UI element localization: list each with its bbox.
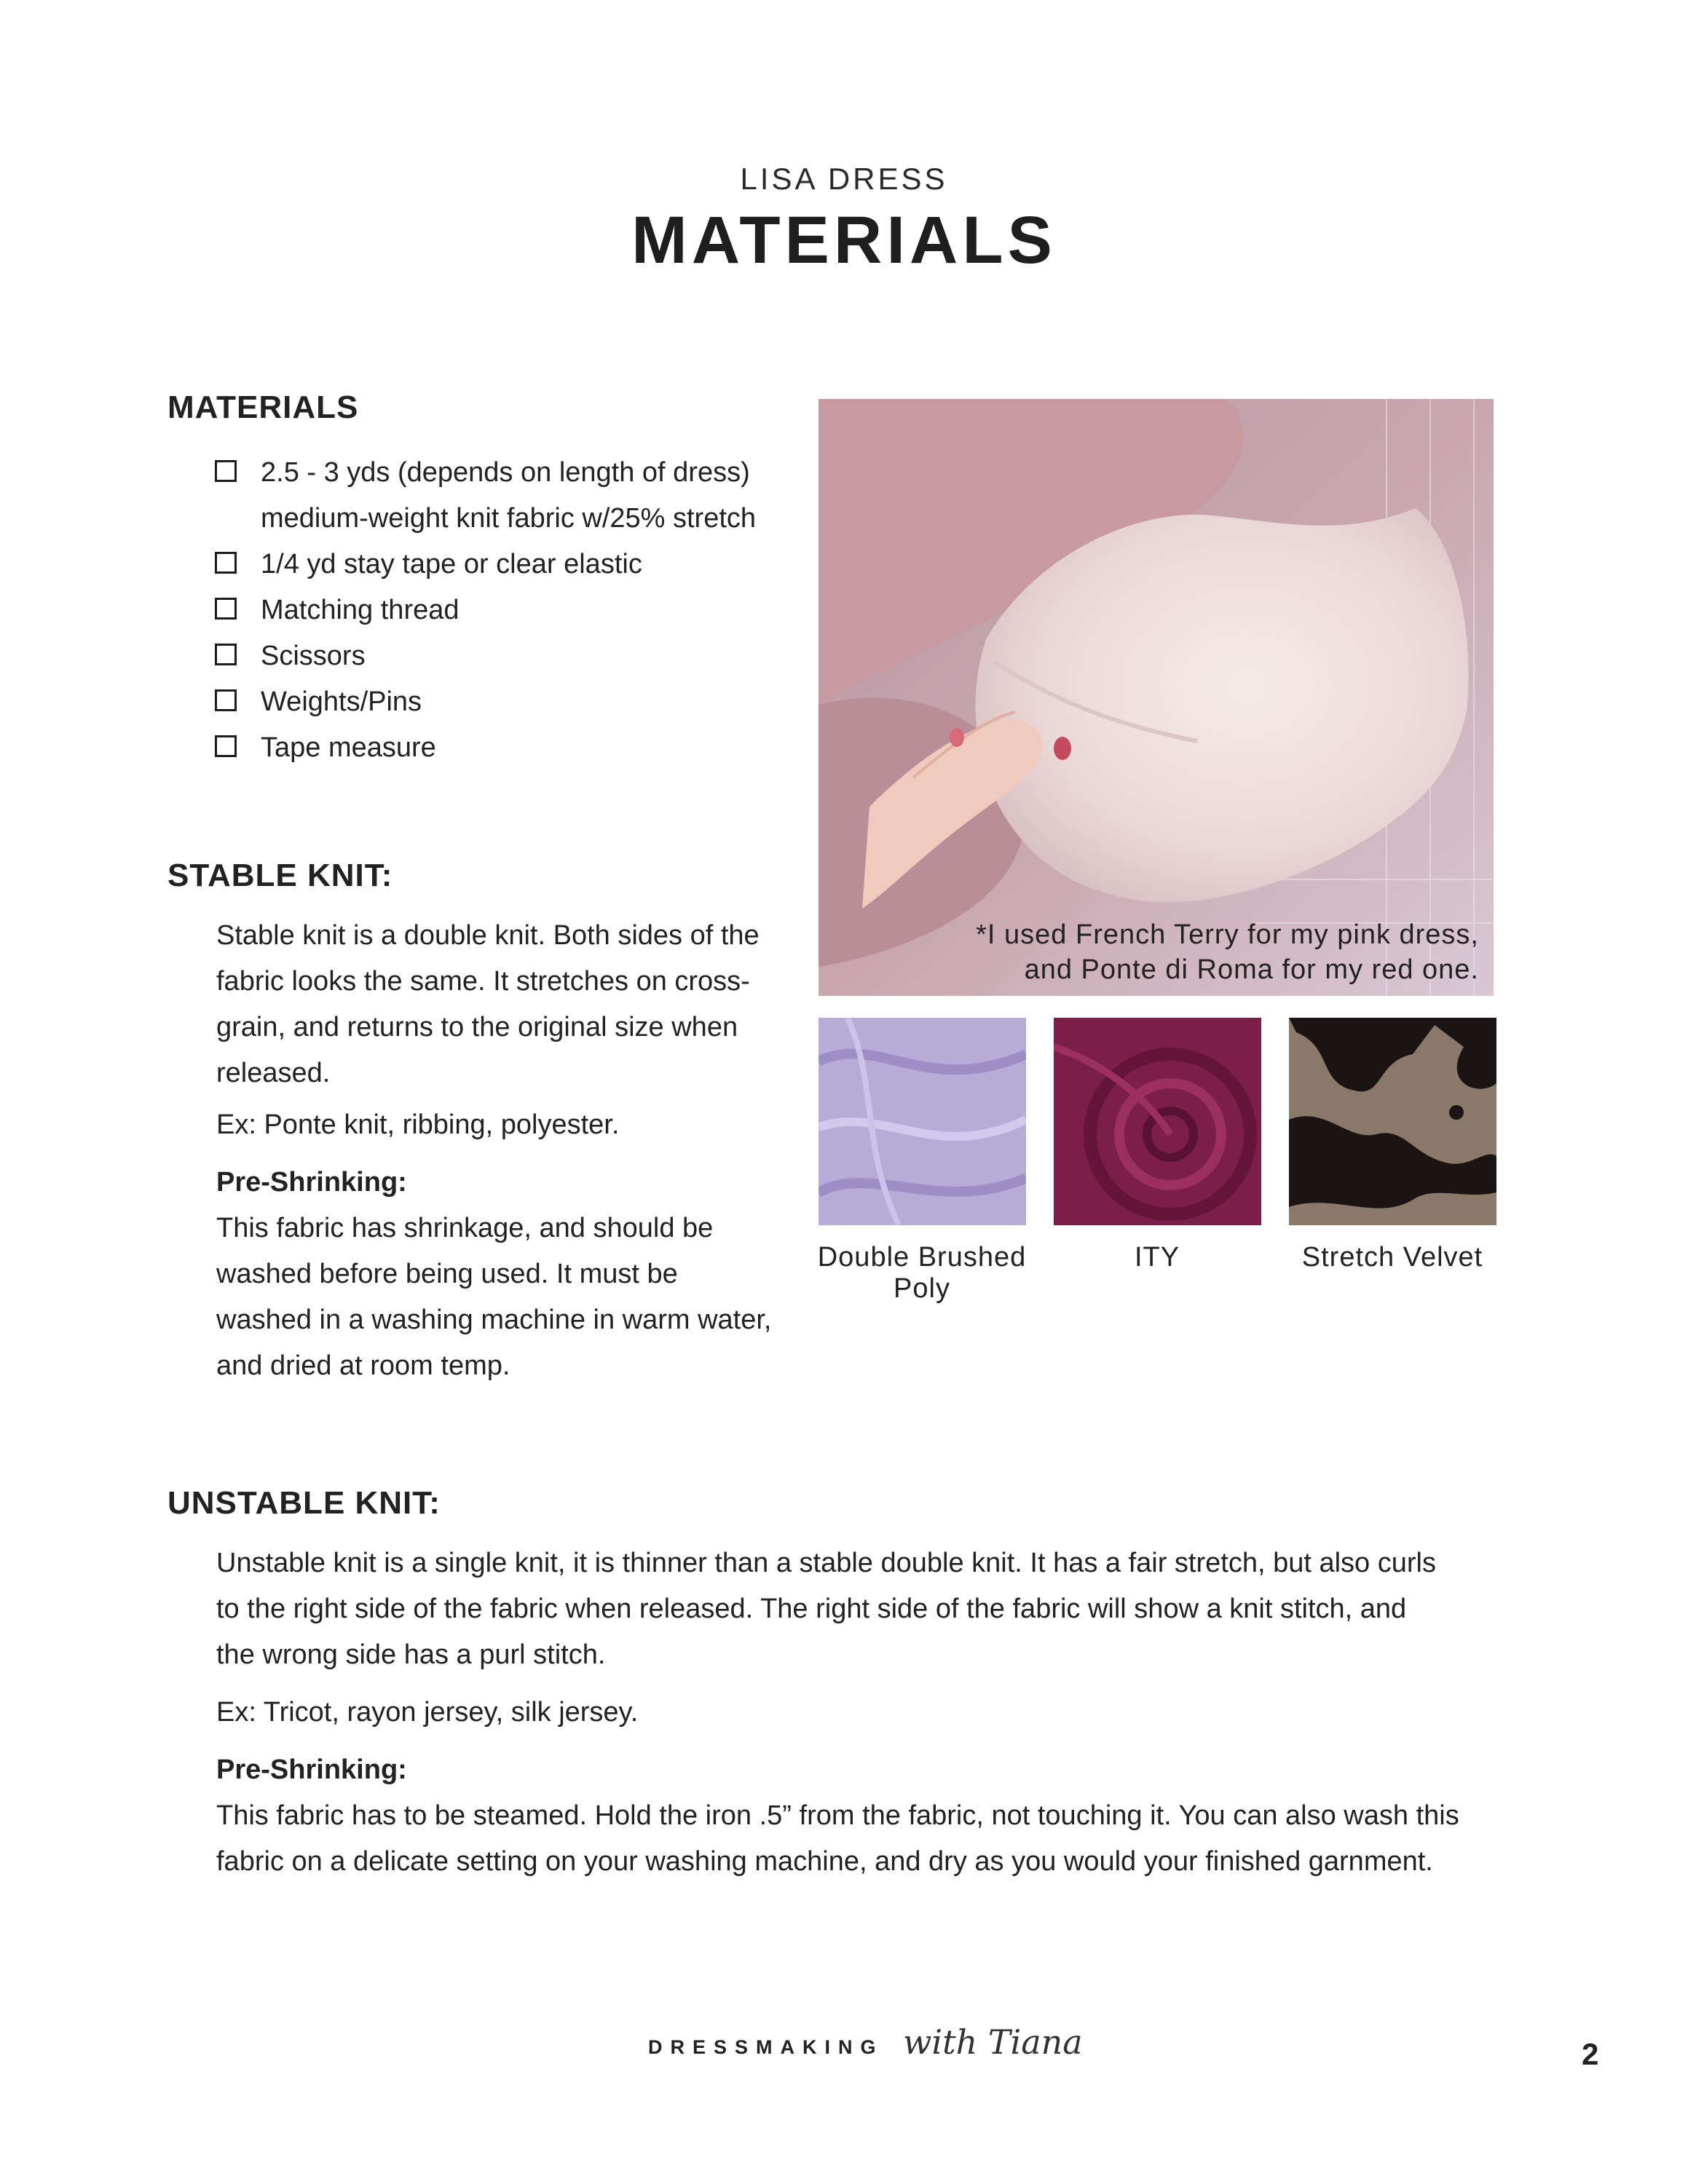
- materials-checklist: [215, 450, 756, 771]
- swatch-image: [1289, 1018, 1496, 1225]
- stable-knit-description: Stable knit is a double knit. Both sides of the fabric looks the same. It stretches on cross- grain, and returns to the original size when released. Ex: Ponte knit, ribbing, polyester. Pre-Shrinking: This fabric has shrinkage, and should be washed before being used. It must be washed in a washing machine in warm water, and dried at room temp.: [216, 913, 813, 1389]
- page-title: MATERIALS: [631, 203, 1057, 277]
- unstable-knit-description: Unstable knit is a single knit, it is thinner than a stable double knit. It has a fair stretch, but also curls to the right side of the fabric when released. The right side of the fabric will show a knit stitch, and the wrong side has a purl stitch. Ex: Tricot, rayon jersey, silk jersey. Pre-Shrinking: This fabric has to be steamed. Hold the iron .5” from the fabric, not touching it. You can also wash this fabric on a delicate setting on your washing machine, and dry as you would your finished garnment.: [216, 1540, 1571, 1885]
- materials-heading: MATERIALS: [167, 389, 359, 425]
- document-kicker: LISA DRESS: [740, 162, 948, 196]
- checkbox[interactable]: [215, 460, 237, 482]
- swatch-double-brushed-poly: [819, 1018, 1026, 1225]
- checklist-item: Weights/Pins: [215, 679, 756, 725]
- unstable-knit-heading: UNSTABLE KNIT:: [167, 1485, 441, 1521]
- page-number: 2: [1582, 2037, 1599, 2071]
- stable-knit-heading: STABLE KNIT:: [167, 858, 393, 893]
- swatch-stretch-velvet: [1289, 1018, 1496, 1225]
- swatch-label: ITY: [1134, 1242, 1180, 1273]
- photo-caption: *I used French Terry for my pink dress, and Ponte di Roma for my red one.: [976, 919, 1479, 985]
- stable-knit-example: Ex: Ponte knit, ribbing, polyester.: [216, 1109, 620, 1140]
- checkbox[interactable]: [215, 644, 237, 665]
- unstable-preshrink-heading: Pre-Shrinking:: [216, 1754, 407, 1785]
- stable-preshrink-heading: Pre-Shrinking:: [216, 1167, 407, 1198]
- checklist-item: 1/4 yd stay tape or clear elastic: [215, 542, 756, 587]
- checklist-item: Tape measure: [215, 725, 756, 771]
- swatch-image: [1054, 1018, 1261, 1225]
- checkbox[interactable]: [215, 689, 237, 711]
- swatch-label: Double Brushed Poly: [817, 1242, 1027, 1304]
- footer-brand-logo: DRESSMAKING: [648, 2036, 884, 2058]
- swatch-label: Stretch Velvet: [1301, 1242, 1483, 1273]
- swatch-ity: [1054, 1018, 1261, 1225]
- french-terry-photo: [819, 399, 1494, 996]
- checkbox[interactable]: [215, 598, 237, 620]
- checklist-item: 2.5 - 3 yds (depends on length of dress) medium-weight knit fabric w/25% stretch: [215, 450, 756, 542]
- unstable-knit-example: Ex: Tricot, rayon jersey, silk jersey.: [216, 1697, 639, 1728]
- checklist-item: Matching thread: [215, 587, 756, 633]
- footer-brand-script: with Tiana: [903, 2022, 1083, 2062]
- checkbox[interactable]: [215, 735, 237, 757]
- swatch-image: [819, 1018, 1026, 1225]
- fabric-photo-illustration: [819, 399, 1494, 996]
- checkbox[interactable]: [215, 552, 237, 574]
- checklist-item: Scissors: [215, 633, 756, 679]
